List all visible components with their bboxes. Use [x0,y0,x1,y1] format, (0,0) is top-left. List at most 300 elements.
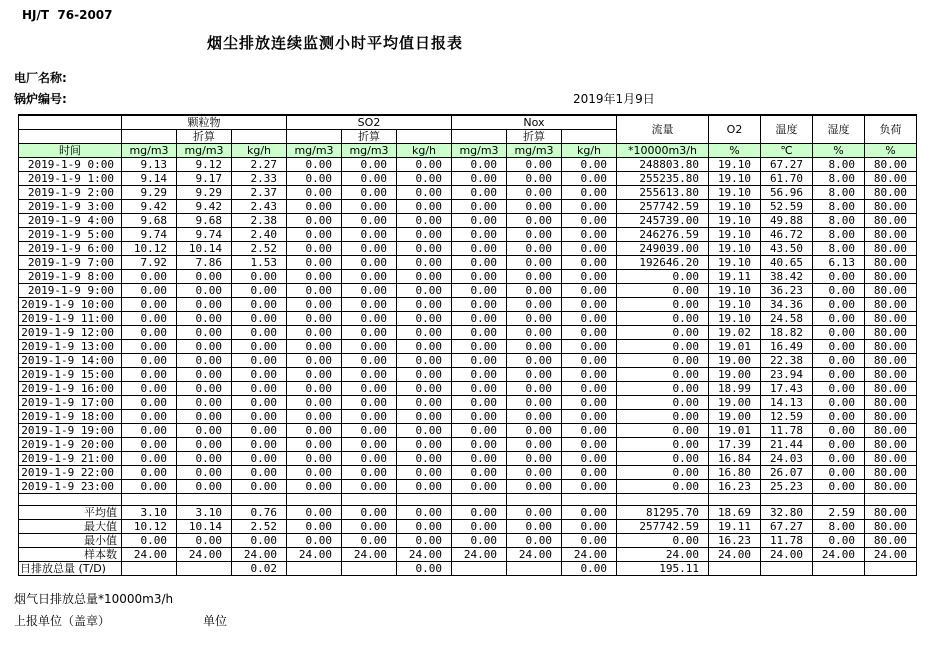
value-cell: 0.00 [397,480,452,494]
value-cell: 0.00 [507,284,562,298]
time-cell: 2019-1-9 22:00 [19,466,122,480]
blank-cell [813,494,865,506]
value-cell: 1.53 [232,256,287,270]
summary-label: 平均值 [19,506,122,520]
value-cell: 0.00 [813,410,865,424]
table-row [19,298,917,312]
value-cell: 255613.80 [617,186,709,200]
value-cell [507,562,562,576]
value-cell: 0.00 [507,466,562,480]
value-cell: 9.42 [177,200,232,214]
summary-label: 日排放总量 (T/D) [19,562,122,576]
spacer-row [19,494,917,506]
value-cell: 0.00 [813,270,865,284]
value-cell: 9.29 [177,186,232,200]
value-cell: 0.00 [287,466,342,480]
value-cell: 0.00 [177,424,232,438]
value-cell: 0.00 [452,214,507,228]
table-row [19,284,917,298]
value-cell: 19.10 [709,158,761,172]
col-header-temperature: 温度 [761,115,813,144]
value-cell: 0.00 [813,396,865,410]
value-cell: 0.00 [507,228,562,242]
time-cell: 2019-1-9 18:00 [19,410,122,424]
value-cell: 24.58 [761,312,813,326]
time-cell: 2019-1-9 2:00 [19,186,122,200]
value-cell: 0.00 [342,172,397,186]
value-cell: 10.14 [177,242,232,256]
blank-cell [232,130,287,144]
value-cell: 0.00 [122,340,177,354]
value-cell: 2.40 [232,228,287,242]
value-cell: 24.00 [452,548,507,562]
blank-cell [452,494,507,506]
value-cell: 0.00 [342,354,397,368]
value-cell: 0.00 [452,270,507,284]
value-cell: 24.00 [865,548,917,562]
value-cell: 80.00 [865,506,917,520]
time-cell: 2019-1-9 5:00 [19,228,122,242]
value-cell: 0.00 [452,256,507,270]
value-cell: 0.00 [562,382,617,396]
value-cell: 16.49 [761,340,813,354]
value-cell: 24.00 [761,548,813,562]
time-cell: 2019-1-9 1:00 [19,172,122,186]
value-cell: 19.00 [709,410,761,424]
value-cell: 0.00 [452,382,507,396]
value-cell: 8.00 [813,520,865,534]
value-cell: 19.10 [709,312,761,326]
value-cell: 0.00 [397,270,452,284]
value-cell: 248803.80 [617,158,709,172]
value-cell: 0.00 [287,158,342,172]
boiler-number-row [14,90,941,106]
value-cell: 0.00 [342,312,397,326]
value-cell: 80.00 [865,340,917,354]
blank-cell [865,494,917,506]
value-cell: 0.00 [287,172,342,186]
time-cell: 2019-1-9 14:00 [19,354,122,368]
value-cell: 0.00 [232,410,287,424]
value-cell: 3.10 [177,506,232,520]
value-cell: 67.27 [761,520,813,534]
value-cell: 80.00 [865,466,917,480]
value-cell: 0.00 [342,396,397,410]
value-cell: 2.52 [232,520,287,534]
value-cell: 19.10 [709,186,761,200]
time-cell: 2019-1-9 6:00 [19,242,122,256]
value-cell: 0.00 [287,228,342,242]
value-cell: 0.00 [287,214,342,228]
value-cell: 0.00 [287,284,342,298]
value-cell: 0.00 [617,312,709,326]
table-row [19,368,917,382]
table-row [19,396,917,410]
value-cell: 0.00 [813,480,865,494]
value-cell: 80.00 [865,312,917,326]
value-cell: 80.00 [865,520,917,534]
value-cell: 0.00 [562,506,617,520]
time-cell: 2019-1-9 17:00 [19,396,122,410]
time-cell: 2019-1-9 15:00 [19,368,122,382]
value-cell: 52.59 [761,200,813,214]
value-cell: 0.00 [232,438,287,452]
value-cell: 80.00 [865,186,917,200]
value-cell: 245739.00 [617,214,709,228]
value-cell: 0.00 [562,424,617,438]
value-cell: 0.00 [813,438,865,452]
value-cell: 0.00 [177,298,232,312]
value-cell: 40.65 [761,256,813,270]
value-cell: 257742.59 [617,520,709,534]
value-cell: 8.00 [813,186,865,200]
value-cell: 0.00 [617,534,709,548]
value-cell: 0.00 [452,242,507,256]
value-cell: 0.00 [342,298,397,312]
value-cell: 12.59 [761,410,813,424]
value-cell: 0.00 [177,382,232,396]
value-cell: 0.00 [232,326,287,340]
table-row [19,340,917,354]
value-cell: 0.00 [177,326,232,340]
value-cell: 0.00 [617,452,709,466]
value-cell: 0.00 [452,424,507,438]
value-cell: 0.00 [177,466,232,480]
value-cell: 0.00 [177,312,232,326]
value-cell: 67.27 [761,158,813,172]
value-cell: 0.00 [232,298,287,312]
value-cell: 0.00 [452,396,507,410]
value-cell: 36.23 [761,284,813,298]
value-cell: 0.00 [122,466,177,480]
value-cell: 18.99 [709,382,761,396]
value-cell: 0.00 [452,466,507,480]
value-cell: 0.00 [122,534,177,548]
value-cell: 0.00 [562,368,617,382]
value-cell: 0.00 [342,214,397,228]
table-row [19,228,917,242]
value-cell: 0.00 [617,382,709,396]
unit-cell: kg/h [397,144,452,158]
value-cell: 9.13 [122,158,177,172]
value-cell: 0.00 [507,480,562,494]
blank-cell [562,494,617,506]
value-cell: 10.14 [177,520,232,534]
value-cell: 38.42 [761,270,813,284]
value-cell: 0.00 [617,284,709,298]
value-cell [813,562,865,576]
table-row [19,410,917,424]
time-cell: 2019-1-9 7:00 [19,256,122,270]
value-cell: 14.13 [761,396,813,410]
value-cell: 0.00 [562,534,617,548]
value-cell: 0.00 [232,270,287,284]
value-cell: 0.00 [562,480,617,494]
value-cell: 0.00 [287,506,342,520]
time-cell: 2019-1-9 13:00 [19,340,122,354]
value-cell: 0.00 [562,326,617,340]
value-cell: 0.00 [287,354,342,368]
time-column-header: 时间 [19,144,122,158]
time-cell: 2019-1-9 11:00 [19,312,122,326]
time-cell: 2019-1-9 0:00 [19,158,122,172]
value-cell: 9.29 [122,186,177,200]
value-cell: 0.00 [452,186,507,200]
unit-cell: mg/m3 [287,144,342,158]
value-cell: 0.00 [177,410,232,424]
value-cell: 80.00 [865,256,917,270]
value-cell: 0.00 [287,534,342,548]
value-cell: 0.00 [452,312,507,326]
value-cell: 0.00 [562,214,617,228]
value-cell: 0.00 [232,396,287,410]
col-header-humidity: 湿度 [813,115,865,144]
value-cell: 0.00 [452,354,507,368]
value-cell: 0.00 [397,382,452,396]
table-row [19,438,917,452]
value-cell: 80.00 [865,298,917,312]
value-cell: 8.00 [813,200,865,214]
value-cell: 0.00 [342,326,397,340]
blank-cell [397,494,452,506]
value-cell [342,562,397,576]
value-cell: 0.00 [397,368,452,382]
value-cell: 2.37 [232,186,287,200]
value-cell: 19.11 [709,270,761,284]
value-cell: 0.00 [342,200,397,214]
value-cell: 0.00 [562,284,617,298]
value-cell: 0.00 [342,480,397,494]
value-cell [177,562,232,576]
summary-row [19,520,917,534]
blank-cell [507,494,562,506]
value-cell: 19.00 [709,396,761,410]
footer-line [14,612,941,628]
unit-cell-flow: *10000m3/h [617,144,709,158]
table-row [19,186,917,200]
value-cell: 0.00 [342,410,397,424]
blank-cell [617,494,709,506]
converted-label-nox: 折算 [507,130,562,144]
value-cell: 0.00 [287,452,342,466]
value-cell: 0.00 [397,312,452,326]
table-row [19,354,917,368]
unit-cell: kg/h [232,144,287,158]
unit-cell-humidity: % [813,144,865,158]
value-cell: 0.00 [617,340,709,354]
value-cell: 0.00 [562,312,617,326]
value-cell: 2.52 [232,242,287,256]
value-cell: 0.00 [452,298,507,312]
value-cell: 0.00 [397,424,452,438]
value-cell: 0.00 [617,466,709,480]
boiler-number-label: 锅炉编号: [14,92,67,106]
value-cell: 0.00 [617,410,709,424]
value-cell: 0.00 [397,396,452,410]
value-cell: 25.23 [761,480,813,494]
value-cell: 80.00 [865,396,917,410]
value-cell: 24.03 [761,452,813,466]
value-cell: 0.00 [122,396,177,410]
value-cell: 21.44 [761,438,813,452]
value-cell: 0.00 [452,506,507,520]
value-cell: 0.00 [397,520,452,534]
value-cell: 0.00 [397,284,452,298]
value-cell: 19.00 [709,368,761,382]
time-cell: 2019-1-9 19:00 [19,424,122,438]
group-header-nox: Nox [452,115,617,130]
value-cell [122,562,177,576]
value-cell: 0.00 [397,466,452,480]
table-row [19,480,917,494]
value-cell: 0.00 [287,368,342,382]
value-cell: 0.00 [342,368,397,382]
value-cell: 0.00 [562,270,617,284]
value-cell: 0.00 [342,284,397,298]
value-cell: 0.00 [342,242,397,256]
value-cell: 0.00 [232,354,287,368]
value-cell: 0.00 [397,158,452,172]
value-cell: 0.00 [397,452,452,466]
value-cell: 0.00 [397,438,452,452]
value-cell: 255235.80 [617,172,709,186]
value-cell: 80.00 [865,438,917,452]
value-cell: 0.00 [287,382,342,396]
value-cell: 0.00 [342,424,397,438]
value-cell: 0.00 [507,520,562,534]
report-org-label: 上报单位（盖章） [14,614,111,628]
value-cell: 0.00 [232,368,287,382]
header-units-row [19,144,917,158]
value-cell: 0.00 [342,452,397,466]
value-cell: 19.10 [709,214,761,228]
group-header-so2: SO2 [287,115,452,130]
value-cell: 80.00 [865,242,917,256]
time-cell: 2019-1-9 20:00 [19,438,122,452]
value-cell: 0.00 [452,534,507,548]
value-cell: 0.00 [813,312,865,326]
value-cell: 0.00 [562,466,617,480]
value-cell: 0.00 [397,298,452,312]
value-cell: 0.00 [562,562,617,576]
value-cell: 0.00 [813,298,865,312]
value-cell: 0.00 [397,256,452,270]
value-cell: 8.00 [813,228,865,242]
value-cell: 0.00 [507,158,562,172]
value-cell: 24.00 [177,548,232,562]
value-cell: 0.00 [507,396,562,410]
value-cell: 24.00 [232,548,287,562]
value-cell [761,562,813,576]
value-cell: 0.00 [507,382,562,396]
value-cell: 10.12 [122,520,177,534]
blank-cell [122,494,177,506]
value-cell: 0.00 [177,438,232,452]
value-cell: 0.00 [122,452,177,466]
value-cell [452,562,507,576]
value-cell: 0.00 [562,200,617,214]
value-cell: 23.94 [761,368,813,382]
value-cell: 0.00 [342,256,397,270]
value-cell: 19.10 [709,228,761,242]
value-cell [865,562,917,576]
value-cell: 0.00 [617,270,709,284]
value-cell: 0.00 [507,186,562,200]
value-cell: 18.69 [709,506,761,520]
col-header-o2: O2 [709,115,761,144]
value-cell: 0.00 [342,506,397,520]
value-cell: 0.00 [122,382,177,396]
value-cell: 0.00 [177,534,232,548]
value-cell: 19.10 [709,242,761,256]
table-row [19,242,917,256]
header-group-row [19,115,917,130]
value-cell: 16.23 [709,480,761,494]
value-cell: 9.42 [122,200,177,214]
value-cell: 11.78 [761,534,813,548]
value-cell: 0.00 [813,452,865,466]
summary-label: 最大值 [19,520,122,534]
blank-cell [122,130,177,144]
value-cell: 8.00 [813,172,865,186]
value-cell: 0.00 [562,396,617,410]
value-cell: 0.00 [562,410,617,424]
value-cell: 0.00 [452,368,507,382]
value-cell: 19.10 [709,284,761,298]
unit-cell-load: % [865,144,917,158]
value-cell: 56.96 [761,186,813,200]
value-cell: 0.00 [507,410,562,424]
value-cell: 0.00 [397,242,452,256]
value-cell: 0.00 [122,284,177,298]
value-cell: 0.00 [287,298,342,312]
value-cell: 0.00 [397,326,452,340]
value-cell: 80.00 [865,284,917,298]
report-date: 2019年1月9日 [573,92,655,106]
table-row [19,256,917,270]
value-cell: 0.00 [287,340,342,354]
value-cell: 19.01 [709,424,761,438]
value-cell: 17.43 [761,382,813,396]
value-cell: 19.10 [709,256,761,270]
value-cell: 0.00 [813,354,865,368]
value-cell: 9.14 [122,172,177,186]
value-cell: 0.00 [287,520,342,534]
value-cell: 80.00 [865,158,917,172]
value-cell: 80.00 [865,228,917,242]
value-cell: 80.00 [865,480,917,494]
value-cell: 0.00 [122,438,177,452]
value-cell: 80.00 [865,354,917,368]
value-cell: 8.00 [813,158,865,172]
standard-code: HJ/T 76-2007 [22,8,113,22]
data-rows [19,158,917,576]
summary-row [19,548,917,562]
value-cell: 16.84 [709,452,761,466]
unit-cell: mg/m3 [507,144,562,158]
value-cell: 0.00 [452,452,507,466]
time-cell: 2019-1-9 12:00 [19,326,122,340]
converted-label-pm: 折算 [177,130,232,144]
value-cell: 0.00 [617,424,709,438]
value-cell: 19.02 [709,326,761,340]
value-cell: 0.00 [507,340,562,354]
value-cell: 0.00 [507,172,562,186]
value-cell: 9.17 [177,172,232,186]
value-cell: 19.00 [709,354,761,368]
time-cell: 2019-1-9 9:00 [19,284,122,298]
value-cell: 0.00 [813,368,865,382]
